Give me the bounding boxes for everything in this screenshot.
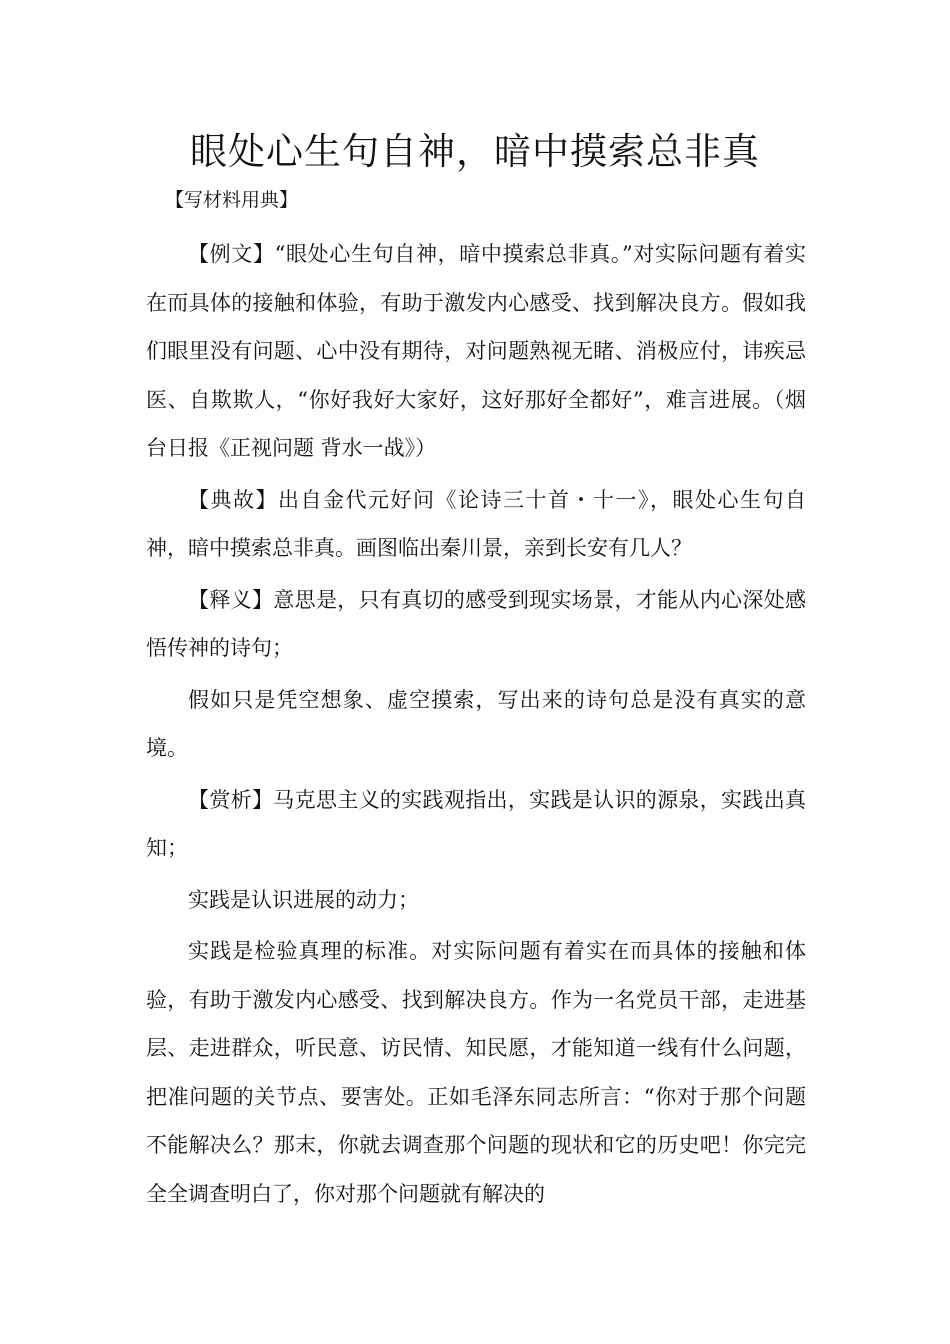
paragraph-allusion [146, 476, 806, 573]
paragraph-tag: 【赏析】 [188, 787, 274, 812]
paragraph-example [146, 230, 806, 473]
paragraph-text: 假如只是凭空想象、虚空摸索，写出来的诗句总是没有真实的意境。 [146, 687, 806, 760]
article-body [146, 230, 806, 1221]
paragraph-meaning [146, 576, 806, 673]
document-title: 眼处心生句自神，暗中摸索总非真 [190, 130, 760, 173]
paragraph-tag: 【例文】 [188, 242, 275, 266]
paragraph-text: 出自金代元好问《论诗三十首・十一》，眼处心生句自神，暗中摸索总非真。画图临出秦川景，亲到长安有几人？ [146, 487, 806, 560]
paragraph-text: 实践是检验真理的标准。对实际问题有着实在而具体的接触和体验，有助于激发内心感受、找到解决良方。作为一名党员干部，走进基层、走进群众，听民意、访民情、知民愿，才能知道一线有什么问题，把准问题的关节点、要害处。正如毛泽东同志所言：“你对于那个问题不能解决么？那末，你就去调查那个问题的现状和它的历史吧！你完完全全调查明白了，你对那个问题就有解决的 [146, 939, 806, 1206]
paragraph-text: 意思是，只有真切的感受到现实场景，才能从内心深处感悟传神的诗句； [146, 587, 807, 660]
paragraph-text: 马克思主义的实践观指出，实践是认识的源泉，实践出真知； [146, 787, 807, 860]
paragraph-text: “眼处心生句自神，暗中摸索总非真。”对实际问题有着实在而具体的接触和体验，有助于激发内心感受、找到解决良方。假如我们眼里没有问题、心中没有期待，对问题熟视无睹、消极应付，讳疾忌医、自欺欺人，“你好我好大家好，这好那好全都好”，难言进展。（烟台日报《正视问题 背水一战》） [146, 242, 806, 460]
paragraph-analysis-cont-1 [146, 876, 806, 925]
paragraph-meaning-cont [146, 676, 806, 773]
paragraph-analysis [146, 776, 806, 873]
paragraph-text: 实践是认识进展的动力； [188, 887, 419, 912]
section-tag: 【写材料用典】 [165, 189, 299, 211]
paragraph-tag: 【典故】 [188, 487, 278, 512]
paragraph-tag: 【释义】 [188, 587, 274, 612]
paragraph-analysis-cont-2 [146, 927, 806, 1218]
